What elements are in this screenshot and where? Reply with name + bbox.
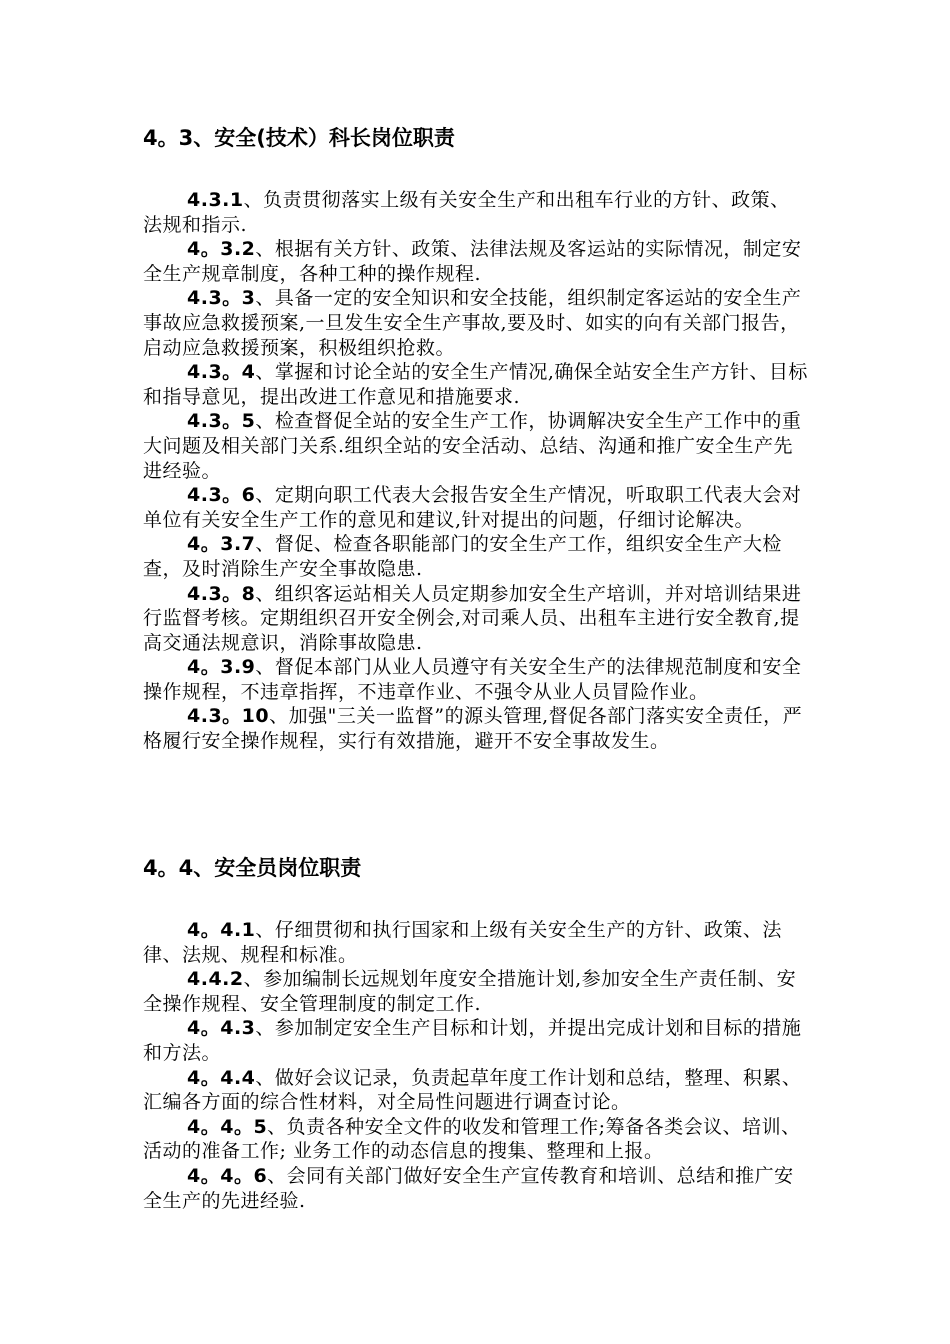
clause-4-3-8 [143,582,808,656]
clause-4-4-5 [143,1115,808,1164]
clause-number: 4。3.9 [187,656,256,679]
clause-text: 、做好会议记录，负责起草年度工作计划和总结，整理、积累、汇编各方面的综合性材料，对全局性问题进行调查讨论。 [143,1066,802,1114]
clause-number: 4。4。5 [187,1115,268,1138]
clause-4-4-1 [143,918,808,967]
clause-number: 4.3。10 [187,705,270,728]
clause-4-4-3 [143,1016,808,1065]
clause-text: 、掌握和讨论全站的安全生产情况,确保全站安全生产方针、目标和指导意见，提出改进工作意见和措施要求. [143,361,808,408]
clause-list-4-4 [143,918,808,1213]
clause-number: 4.3。3 [187,287,256,310]
clause-text: 、督促本部门从业人员遵守有关安全生产的法律规范制度和安全操作规程，不违章指挥，不违章作业、不强令从业人员冒险作业。 [143,656,802,703]
clause-4-3-9 [143,655,808,704]
clause-text: 、根据有关方针、政策、法律法规及客运站的实际情况，制定安全生产规章制度，各种工种的操作规程. [143,238,802,285]
clause-number: 4.3.1 [187,189,244,211]
section-heading-4-3: 4。3、安全(技术）科长岗位职责 [143,126,455,150]
clause-text: 、具备一定的安全知识和安全技能，组织制定客运站的安全生产事故应急救援预案,一旦发生安全生产事故,要及时、如实的向有关部门报告，启动应急救援预案，积极组织抢救。 [143,287,802,359]
clause-text: 、定期向职工代表大会报告安全生产情况，听取职工代表大会对单位有关安全生产工作的意见和建议,针对提出的问题，仔细讨论解决。 [143,484,802,531]
clause-number: 4。3.7 [187,533,256,556]
clause-number: 4。4.4 [187,1066,256,1089]
clause-4-3-4 [143,360,808,409]
clause-4-3-10 [143,704,808,753]
clause-text: 、组织客运站相关人员定期参加安全生产培训，并对培训结果进行监督考核。定期组织召开安全例会,对司乘人员、出租车主进行安全教育,提高交通法规意识，消除事故隐患. [143,582,802,654]
clause-4-3-7 [143,532,808,581]
clause-4-4-4 [143,1066,808,1115]
clause-text: 、负责贯彻落实上级有关安全生产和出租车行业的方针、政策、法规和指示. [143,189,790,236]
clause-text: 、负责各种安全文件的收发和管理工作;筹备各类会议、培训、活动的准备工作; 业务工作的动态信息的搜集、整理和上报。 [143,1115,801,1163]
clause-text: 、会同有关部门做好安全生产宣传教育和培训、总结和推广安全生产的先进经验. [143,1164,794,1212]
clause-text: 、参加编制长远规划年度安全措施计划,参加安全生产责任制、安全操作规程、安全管理制度的制定工作. [143,968,797,1015]
clause-4-3-3 [143,286,808,360]
clause-number: 4.4.2 [187,968,244,991]
clause-text: 、仔细贯彻和执行国家和上级有关安全生产的方针、政策、法律、法规、规程和标准。 [143,919,782,966]
clause-4-3-5 [143,409,808,483]
clause-number: 4.3。5 [187,410,256,433]
section-heading-4-4: 4。4、安全员岗位职责 [143,856,362,880]
clause-number: 4。3.2 [187,238,256,261]
clause-4-4-2 [143,967,808,1016]
clause-number: 4.3。4 [187,361,256,384]
clause-4-3-1 [143,188,808,237]
clause-4-3-2 [143,237,808,286]
clause-text: 、加强"三关一监督”的源头管理,督促各部门落实安全责任，严格履行安全操作规程，实行有效措施，避开不安全事故发生。 [143,705,803,753]
clause-4-3-6 [143,483,808,532]
clause-text: 、检查督促全站的安全生产工作，协调解决安全生产工作中的重大问题及相关部门关系.组织全站的安全活动、总结、沟通和推广安全生产先进经验。 [143,410,802,482]
clause-number: 4。4。6 [187,1164,268,1187]
clause-number: 4。4.1 [187,919,256,941]
clause-4-4-6 [143,1164,808,1213]
clause-number: 4.3。6 [187,484,256,507]
clause-text: 、督促、检查各职能部门的安全生产工作，组织安全生产大检查，及时消除生产安全事故隐患. [143,533,782,580]
clause-number: 4。4.3 [187,1017,256,1040]
clause-number: 4.3。8 [187,582,256,605]
clause-text: 、参加制定安全生产目标和计划，并提出完成计划和目标的措施和方法。 [143,1017,802,1064]
clause-list-4-3 [143,188,808,754]
